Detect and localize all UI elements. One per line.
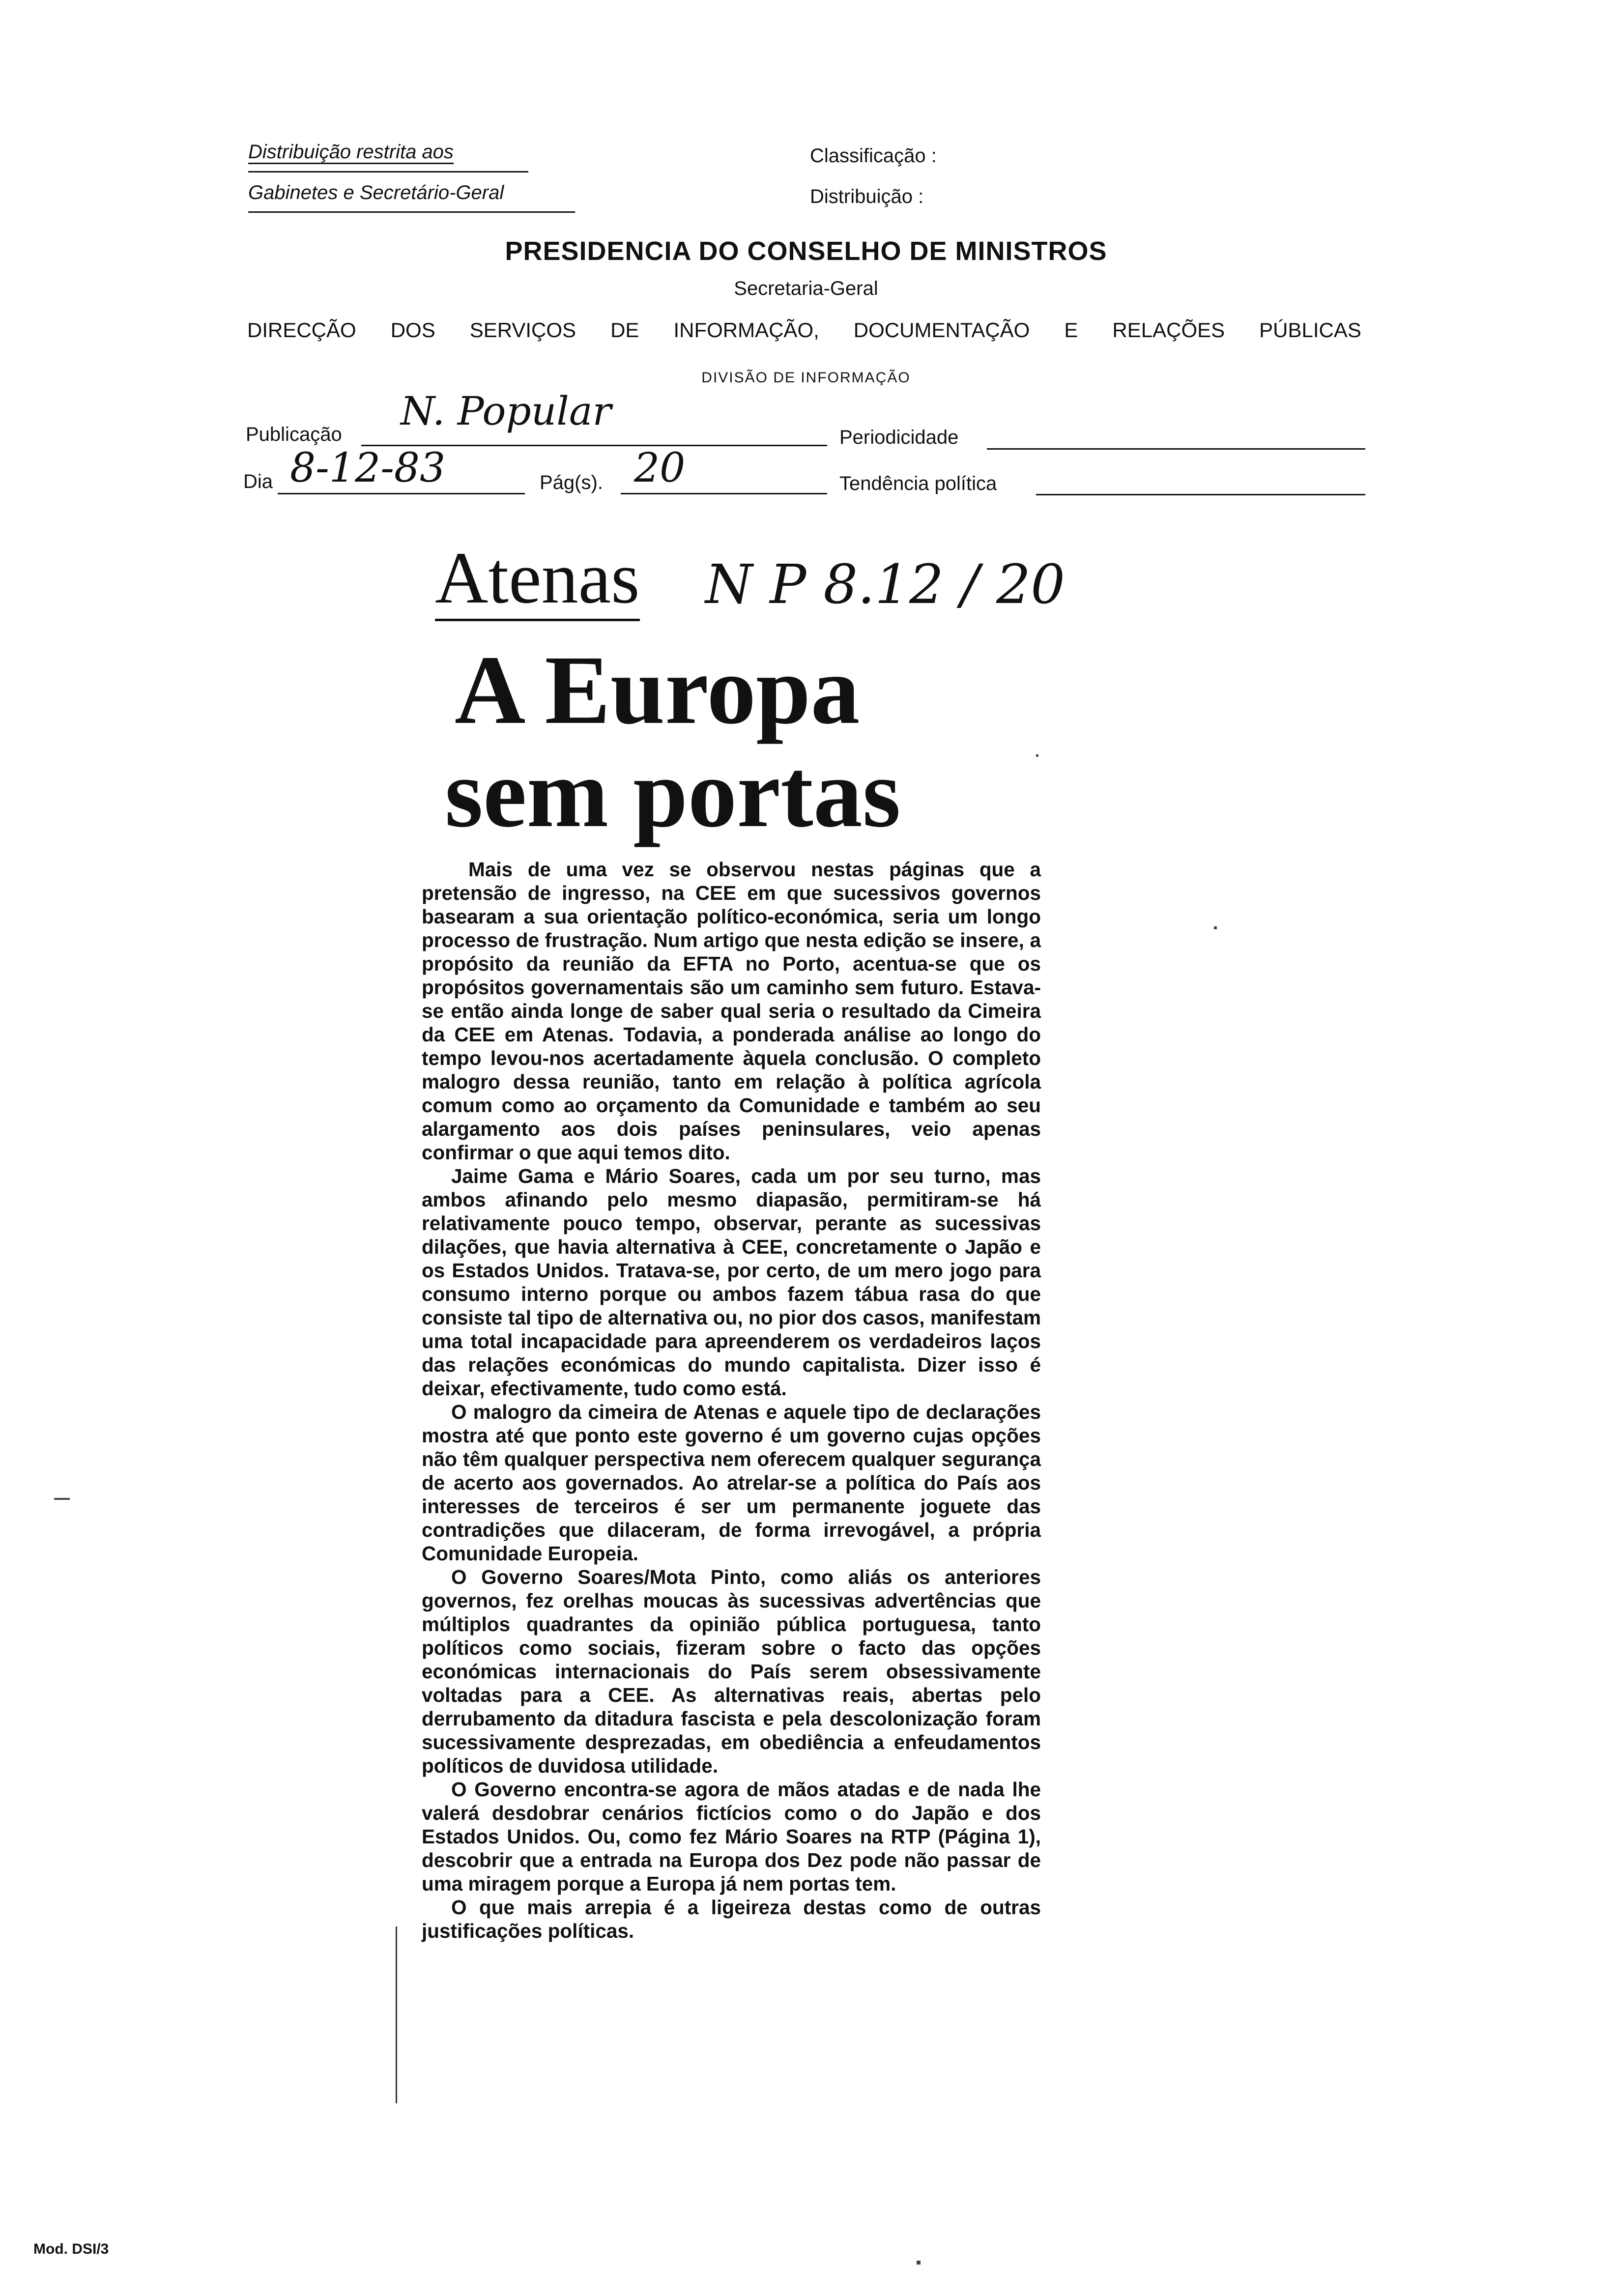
directorate-title [247,318,1361,342]
tendency-label: Tendência política [839,473,997,494]
scan-mark [54,1498,70,1500]
article-paragraph: O que mais arrepia é a ligeireza destas como de outras justificações políticas. [422,1896,1041,1942]
day-value: 8-12-83 [290,445,446,491]
scan-mark [1214,926,1217,929]
article-paragraph: Mais de uma vez se observou nestas páginas que a pretensão de ingresso, na CEE em que sucessivos governos basearam a sua orientação político-económica, seria um longo processo de frustração. Num artigo que nesta edição se insere, a propósito da reunião da EFTA no Porto, acentua-se que os propósitos governamentais são um caminho sem futuro. Estava-se então ainda longe de saber qual seria o resultado da Cimeira da CEE em Atenas. Todavia, a ponderada análise ao longo do tempo levou-nos acertadamente àquela conclusão. O completo malogro dessa reunião, tanto em relação à política agrícola comum como ao orçamento da Comunidade e também ao seu alargamento aos dois países peninsulares, veio apenas confirmar o que aqui temos dito. [422,858,1041,1164]
division-title: DIVISÃO DE INFORMAÇÃO [701,370,911,386]
scan-mark [1036,754,1038,757]
article-paragraph: O Governo encontra-se agora de mãos atadas e de nada lhe valerá desdobrar cenários fictícios como o do Japão e dos Estados Unidos. Ou, como fez Mário Soares na RTP (Página 1), descobrir que a entrada na Europa dos Dez pode não passar de uma miragem porque a Europa já nem portas tem. [422,1778,1041,1895]
pages-value: 20 [634,445,686,491]
distribution-label: Distribuição : [810,186,924,207]
pages-line [621,493,827,494]
presidency-title: PRESIDENCIA DO CONSELHO DE MINISTROS [505,236,1107,266]
directorate-word: DOCUMENTAÇÃO [853,318,1030,342]
directorate-word: DE [610,318,639,342]
distribution-underline-1 [248,171,528,172]
directorate-word: SERVIÇOS [469,318,576,342]
headline-line-1: A Europa [455,636,860,745]
publication-label: Publicação [246,424,342,445]
periodicity-line [987,448,1365,450]
article-paragraph: O malogro da cimeira de Atenas e aquele tipo de declarações mostra até que ponto este governo é um governo cujas opções não têm qualquer perspectiva nem oferecem qualquer segurança de acerto aos governados. Ao atrelar-se a política do País aos interesses de terceiros é ser um permanente joguete das contradições que dilaceram, de forma irrevogável, a própria Comunidade Europeia. [422,1401,1041,1565]
day-label: Dia [243,471,273,492]
handwritten-note: N P 8.12 / 20 [705,553,1065,616]
distribution-text-2: Gabinetes e Secretário-Geral [248,182,504,203]
publication-value: N. Popular [401,388,611,434]
classification-label: Classificação : [810,145,937,167]
article-kicker [435,536,640,620]
directorate-word: DIRECÇÃO [247,318,356,342]
pages-label: Pág(s). [540,472,603,493]
periodicity-label: Periodicidade [839,427,959,448]
directorate-word: DOS [390,318,435,342]
tendency-line [1036,494,1365,495]
secretariat-title: Secretaria-Geral [734,278,878,299]
article-paragraph: O Governo Soares/Mota Pinto, como aliás os anteriores governos, fez orelhas moucas às sucessivas advertências que múltiplos quadrantes da opinião pública portuguesa, tanto políticos como sociais, fizeram sobre o facto das opções económicas internacionais do País serem obsessivamente voltadas para a CEE. As alternativas reais, abertas pelo derrubamento da ditadura fascista e pela descolonização foram sucessivamente desprezadas, em obediência a enfeudamentos políticos de duvidosa utilidade. [422,1566,1041,1777]
directorate-word: PÚBLICAS [1259,318,1361,342]
headline-line-2: sem portas [445,739,901,848]
scan-mark [917,2261,921,2265]
article-kicker-text: Atenas [435,537,640,621]
directorate-word: RELAÇÕES [1112,318,1225,342]
margin-rule [396,1926,397,2103]
distribution-text-1: Distribuição restrita aos [248,141,454,164]
directorate-word: INFORMAÇÃO, [673,318,819,342]
form-code: Mod. DSI/3 [33,2241,109,2257]
article-body [422,858,1041,1943]
directorate-word: E [1064,318,1078,342]
day-line [278,493,525,494]
article-paragraph: Jaime Gama e Mário Soares, cada um por seu turno, mas ambos afinando pelo mesmo diapasão, permitiram-se há relativamente pouco tempo, observar, perante as sucessivas dilações, que havia alternativa à CEE, concretamente o Japão e os Estados Unidos. Tratava-se, por certo, de um mero jogo para consumo interno porque ou ambos fazem tábua rasa do que consiste tal tipo de alternativa ou, no pior dos casos, manifestam uma total incapacidade para apreenderem os verdadeiros laços das relações económicas do mundo capitalista. Dizer isso é deixar, efectivamente, tudo como está. [422,1165,1041,1400]
distribution-underline-2 [248,211,575,213]
distribution-line-2 [248,182,504,204]
distribution-line-1 [248,141,454,163]
